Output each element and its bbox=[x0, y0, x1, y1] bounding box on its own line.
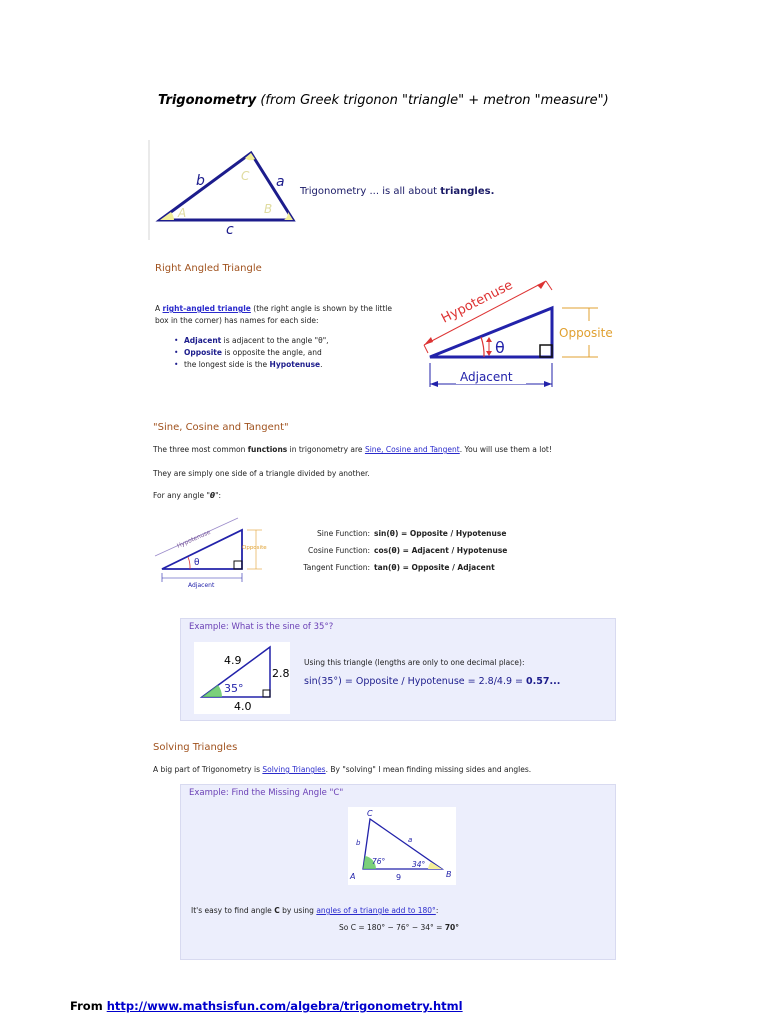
vertex-b-label: B bbox=[446, 870, 452, 879]
angle-c-label: C bbox=[241, 169, 250, 183]
right-angled-triangle-link[interactable]: right-angled triangle bbox=[162, 304, 251, 313]
small-theta-label: θ bbox=[194, 558, 200, 568]
ra-p1-pre: A bbox=[155, 304, 163, 313]
example-abc-triangle bbox=[348, 807, 456, 885]
intro-word: Trigonometry bbox=[300, 186, 367, 197]
source-link[interactable]: http://www.mathsisfun.com/algebra/trigonometry.html bbox=[106, 999, 463, 1013]
vertex-c-label: C bbox=[367, 809, 373, 818]
right-triangle-diagram bbox=[418, 275, 620, 395]
adjacent-label: Adjacent bbox=[460, 370, 513, 384]
opposite-label: Opposite bbox=[559, 326, 613, 340]
example-sine-title: Example: What is the sine of 35°? bbox=[189, 622, 334, 632]
sct-heading: "Sine, Cosine and Tangent" bbox=[153, 422, 289, 433]
example-missing-angle-box bbox=[180, 784, 616, 960]
sct-paragraph-2: They are simply one side of a triangle divided by another. bbox=[153, 469, 370, 478]
side-c-label: c bbox=[226, 222, 234, 238]
intro-rest: ... is all about bbox=[366, 186, 441, 197]
small-right-triangle-diagram bbox=[150, 512, 275, 590]
source-footer bbox=[70, 999, 463, 1013]
angle-a-label: A bbox=[178, 206, 187, 220]
side-b-small-label: b bbox=[356, 839, 361, 847]
example-sine-line-2: sin(35°) = Opposite / Hypotenuse = 2.8/4.9 = 0.57... bbox=[304, 676, 561, 687]
example-missing-angle-line-1: It's easy to find angle C by using angles of a triangle add to 180°: bbox=[191, 906, 439, 915]
example-sine-line-1: Using this triangle (lengths are only to one decimal place): bbox=[304, 658, 525, 667]
from-label: From bbox=[70, 999, 107, 1013]
angle-76-label: 76° bbox=[372, 857, 386, 866]
example-missing-angle-title: Example: Find the Missing Angle "C" bbox=[189, 788, 344, 798]
side-names-list bbox=[172, 335, 424, 371]
adj-length-label: 4.0 bbox=[234, 700, 252, 713]
small-opposite-label: Opposite bbox=[242, 545, 267, 551]
small-adjacent-label: Adjacent bbox=[188, 582, 215, 589]
title-bold: Trigonometry bbox=[158, 93, 257, 108]
right-angled-paragraph bbox=[155, 303, 405, 327]
list-item: • the longest side is the Hypotenuse. bbox=[184, 359, 424, 371]
solving-paragraph: A big part of Trigonometry is Solving Triangles. By "solving" I mean finding missing sides and angles. bbox=[153, 765, 532, 774]
angles-add-to-180-link[interactable]: angles of a triangle add to 180° bbox=[316, 906, 436, 915]
angle-35-label: 35° bbox=[224, 682, 244, 695]
right-angled-heading: Right Angled Triangle bbox=[155, 263, 262, 274]
intro-text bbox=[300, 186, 494, 197]
sct-link[interactable]: Sine, Cosine and Tangent bbox=[364, 445, 460, 454]
list-item: • Adjacent is adjacent to the angle "θ", bbox=[184, 335, 424, 347]
vertex-a-label: A bbox=[350, 872, 356, 881]
small-hypotenuse-label: Hypotenuse bbox=[175, 528, 212, 550]
hypotenuse-label: Hypotenuse bbox=[439, 277, 516, 327]
sct-paragraph-1: The three most common functions in trigonometry are Sine, Cosine and Tangent. You will use them a lot! bbox=[153, 445, 552, 454]
angle-34-label: 34° bbox=[412, 860, 426, 869]
list-item: • Opposite is opposite the angle, and bbox=[184, 347, 424, 359]
hyp-length-label: 4.9 bbox=[224, 654, 242, 667]
trig-functions-list bbox=[260, 525, 507, 576]
angle-b-label: B bbox=[264, 202, 273, 216]
sct-paragraph-3: For any angle "θ": bbox=[153, 491, 222, 500]
solving-heading: Solving Triangles bbox=[153, 742, 238, 753]
example-missing-angle-line-2: So C = 180° − 76° − 34° = 70° bbox=[339, 923, 460, 932]
title-rest: (from Greek trigonon "triangle" + metron "measure") bbox=[256, 93, 609, 108]
bottom-9-label: 9 bbox=[396, 873, 402, 882]
page-title bbox=[158, 93, 609, 108]
tangent-function-row: Tangent Function: tan(θ) = Opposite / Adjacent bbox=[303, 563, 495, 572]
example-sine-triangle bbox=[194, 642, 290, 714]
sine-function-row: Sine Function: sin(θ) = Opposite / Hypotenuse bbox=[316, 529, 507, 538]
abc-triangle-diagram bbox=[148, 140, 298, 240]
solving-triangles-link[interactable]: Solving Triangles bbox=[262, 765, 326, 774]
side-a-small-label: a bbox=[408, 836, 413, 844]
theta-label: θ bbox=[495, 338, 505, 357]
ra-p1-rest: (the right angle is shown by the little box in the corner) has names for each side: bbox=[155, 304, 393, 325]
opp-length-label: 2.8 bbox=[272, 667, 290, 680]
example-sine-box bbox=[180, 618, 616, 721]
side-b-label: b bbox=[196, 173, 205, 189]
side-a-label: a bbox=[276, 174, 285, 190]
cosine-function-row: Cosine Function: cos(θ) = Adjacent / Hypotenuse bbox=[308, 546, 508, 555]
intro-bold: triangles. bbox=[440, 186, 495, 197]
